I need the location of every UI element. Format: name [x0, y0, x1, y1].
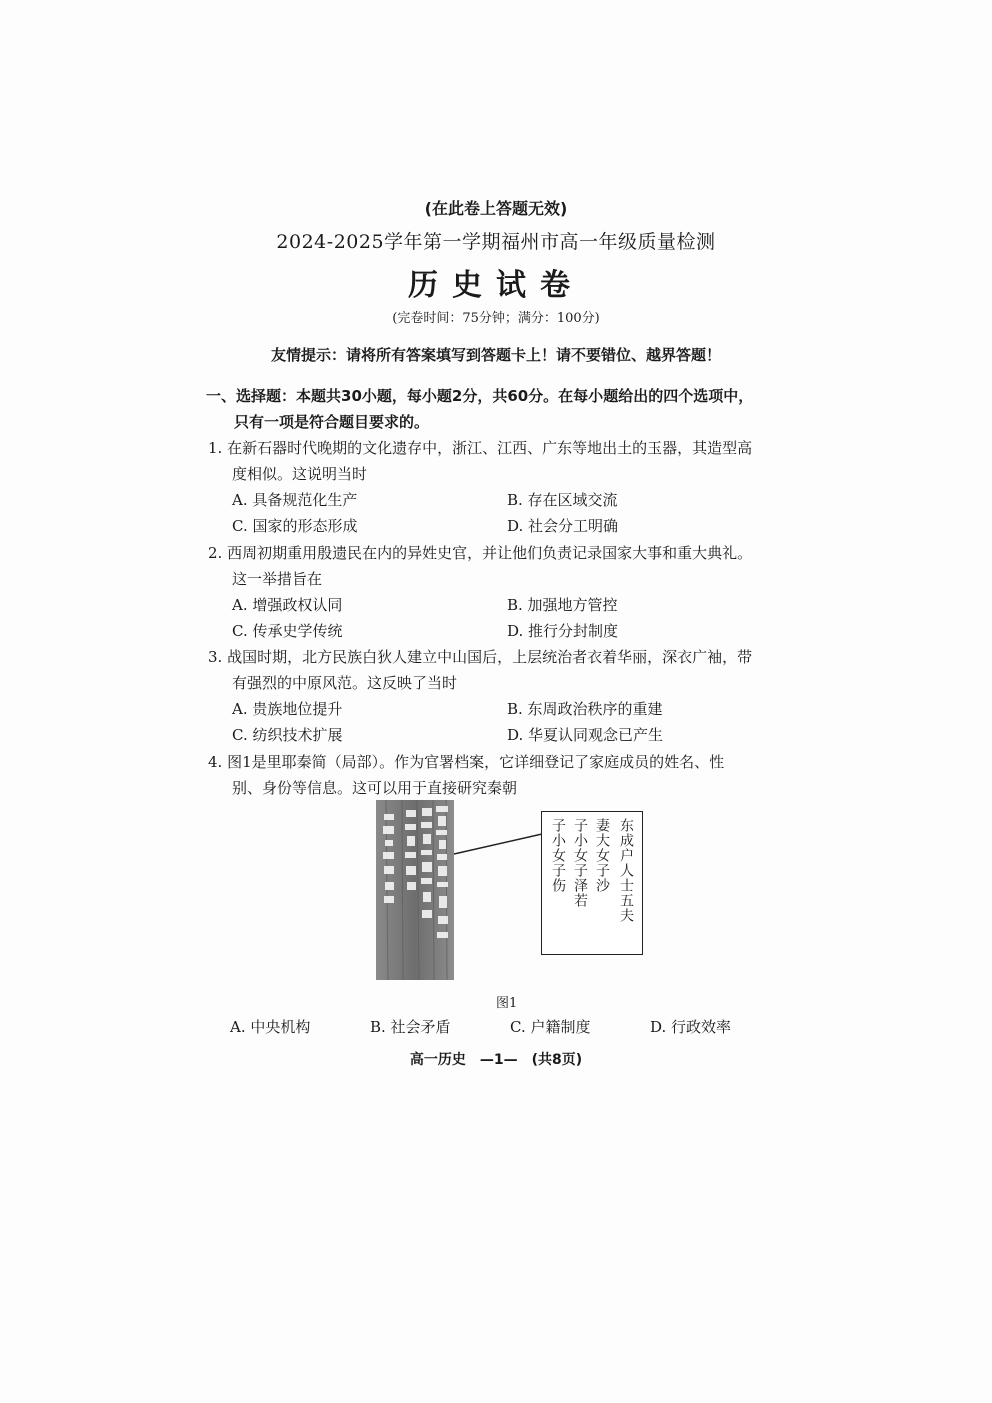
- question-stem-line2: 有强烈的中原风范。这反映了当时: [232, 674, 458, 692]
- question-2: [208, 540, 796, 592]
- section-heading-line2: 只有一项是符合题目要求的。: [234, 413, 430, 431]
- bamboo-slip-image: [376, 800, 454, 980]
- question-stem-line1: 3. 战国时期，北方民族白狄人建立中山国后，上层统治者衣着华丽，深衣广袖，带: [208, 648, 753, 666]
- question-stem-line1: 1. 在新石器时代晚期的文化遗存中，浙江、江西、广东等地出土的玉器，其造型高: [208, 439, 753, 457]
- question-1: [208, 435, 796, 487]
- transcript-column-2: 妻大女子沙: [594, 818, 610, 893]
- option-d: D. 行政效率: [650, 1018, 732, 1036]
- option-d: D. 社会分工明确: [507, 517, 619, 535]
- option-a: A. 增强政权认同: [232, 596, 343, 614]
- transcript-column-4: 子小女子伤: [550, 818, 566, 893]
- section-heading: [206, 383, 796, 435]
- question-stem-line2: 别、身份等信息。这可以用于直接研究秦朝: [232, 779, 518, 797]
- figure-leader-line: [452, 800, 544, 860]
- question-stem-line2: 度相似。这说明当时: [232, 465, 368, 483]
- transcription-box: [541, 811, 643, 955]
- transcript-column-1: 东成户人士五夫: [618, 818, 634, 923]
- transcript-column-3: 子小女子泽若: [572, 818, 588, 908]
- figure-1: [376, 800, 646, 985]
- option-b: B. 加强地方管控: [507, 596, 618, 614]
- option-a: A. 具备规范化生产: [232, 491, 358, 509]
- option-c: C. 户籍制度: [510, 1018, 591, 1036]
- bamboo-slip-drawing: [376, 800, 454, 980]
- option-c: C. 国家的形态形成: [232, 517, 358, 535]
- question-3: [208, 644, 796, 696]
- option-c: C. 纺织技术扩展: [232, 726, 343, 744]
- option-d: D. 华夏认同观念已产生: [507, 726, 664, 744]
- page-footer: 高一历史 —1— (共8页): [409, 1052, 583, 1068]
- invalid-answer-notice: (在此卷上答题无效): [424, 199, 568, 218]
- question-stem-line2: 这一举措旨在: [232, 570, 323, 588]
- question-stem-line1: 2. 西周初期重用殷遗民在内的异姓史官，并让他们负责记录国家大事和重大典礼。: [208, 544, 753, 562]
- exam-title: 2024-2025学年第一学期福州市高一年级质量检测: [276, 231, 716, 253]
- option-a: A. 贵族地位提升: [232, 700, 343, 718]
- option-c: C. 传承史学传统: [232, 622, 343, 640]
- section-heading-line1: 一、选择题：本题共30小题，每小题2分，共60分。在每小题给出的四个选项中，: [206, 387, 754, 405]
- friendly-tip: 友情提示：请将所有答案填写到答题卡上！请不要错位、越界答题！: [270, 346, 721, 364]
- time-info: (完卷时间：75分钟；满分：100分): [392, 311, 600, 326]
- subject-title: 历史试卷: [408, 268, 584, 303]
- option-b: B. 东周政治秩序的重建: [507, 700, 663, 718]
- option-b: B. 社会矛盾: [370, 1018, 451, 1036]
- figure-caption: 图1: [496, 996, 518, 1011]
- question-4: [208, 749, 796, 801]
- option-b: B. 存在区域交流: [507, 491, 618, 509]
- question-stem-line1: 4. 图1是里耶秦简（局部）。作为官署档案，它详细登记了家庭成员的姓名、性: [208, 753, 725, 771]
- option-d: D. 推行分封制度: [507, 622, 619, 640]
- option-a: A. 中央机构: [230, 1018, 311, 1036]
